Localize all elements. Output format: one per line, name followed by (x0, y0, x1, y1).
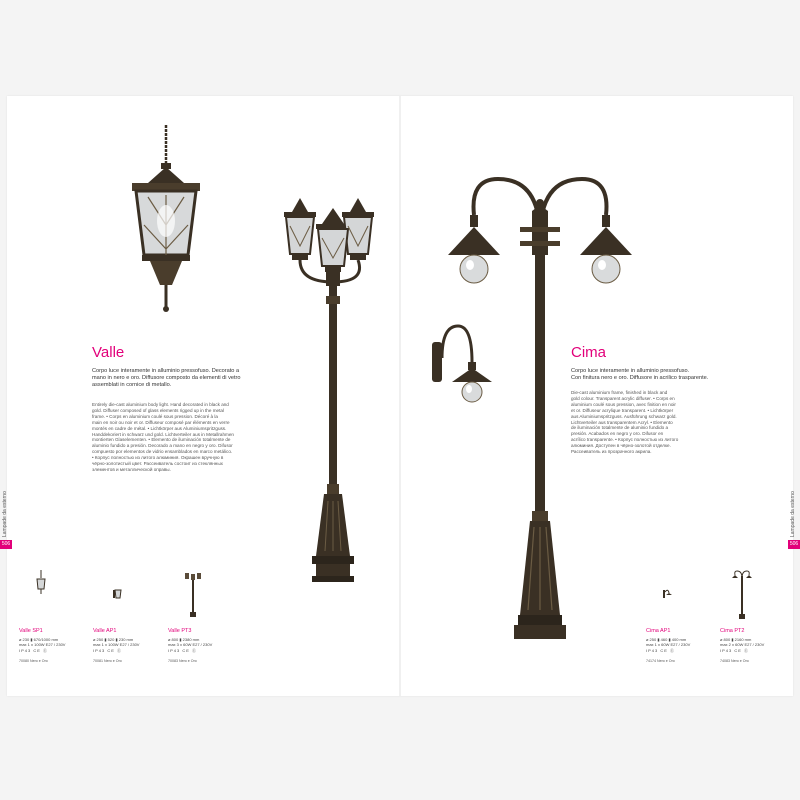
product-cert-icons: IP43 CE Ⓔ (93, 648, 123, 653)
page-number-left: 506 (1, 541, 11, 547)
product-cert-icons: IP43 CE Ⓔ (168, 648, 198, 653)
product-power: max 3 x 60W E27 / 230V (168, 642, 213, 647)
valle-multi-line: compuesto por elementos de vidrio ensamblados en marco metálico. (92, 449, 233, 455)
cima-title: Cima (571, 344, 607, 361)
valle-multi-line: montés en cadre de métal. • Lichtkörper aus Aluminiumspritzguss. (92, 425, 227, 431)
product-dimensions: ø 800 ▮ 2160 mm (720, 637, 752, 642)
page-gutter (399, 96, 401, 696)
product-power: max 1 x 60W E27 / 230V (646, 642, 691, 647)
product-spec (720, 637, 764, 647)
side-label-right: Lampade da esterno (790, 491, 796, 537)
valle-title: Valle (92, 344, 125, 361)
cima-multi-line: gold colour. Transparent acrylic diffuser. • Corps en (571, 395, 675, 401)
cima-ap1-thumb (662, 588, 672, 600)
valle-multi-line: Entirely die-cast aluminium body light. Hand decorated in black and (92, 402, 229, 407)
product-spec (168, 637, 212, 647)
product-dimensions: ø 250 ▮ 460 ▮ 400 mm (646, 637, 687, 642)
valle-intro-line: assemblati in cornice di metallo. (92, 381, 172, 388)
product-spec (19, 637, 65, 647)
product-dimensions: ø 230 ▮ 670/1000 mm (19, 637, 59, 642)
product-power: max 2 x 60W E27 / 230V (720, 642, 765, 647)
valle-multi-line: aluminio fundido a presión. Decorado a mano en negro y oro. Difusor (92, 443, 233, 449)
cima-multi-line: Рассеиватель из прозрачного акрила. (571, 449, 652, 455)
valle-multi-line: frame. • Corps en aluminium coulé sous pression. Décoré à la (92, 413, 218, 419)
valle-ap1-thumb (112, 586, 122, 602)
valle-multi-line: montierten Glaselementen. • Elemento de iluminación totalmente de (92, 437, 231, 443)
valle-sp1-thumb (36, 570, 46, 596)
product-cert-icons: IP43 CE Ⓔ (646, 648, 676, 653)
product-finish: 74174 Nero e Oro (646, 659, 675, 663)
product-power: max 1 x 100W E27 / 230V (19, 642, 66, 647)
product-name: Valle PT3 (168, 628, 192, 634)
cima-pt2-thumb (732, 570, 752, 620)
valle-multi-line: Handdekoriert in schwarz und gold. Lichtverteiler aus in Metallrahmen (92, 431, 234, 437)
valle-multi-line: элементов и металлической оправы. (92, 466, 171, 472)
product-cert-icons: IP43 CE Ⓔ (720, 648, 750, 653)
product-name: Valle AP1 (93, 628, 117, 634)
cima-multi-line: de iluminación totalmente de aluminio fundido a (571, 425, 669, 431)
product-finish: 70081 Nero e Oro (93, 659, 122, 663)
product-finish: 70083 Nero e Oro (168, 659, 197, 663)
product-dimensions: ø 800 ▮ 2380 mm (168, 637, 200, 642)
cima-multilingual (571, 390, 751, 455)
valle-intro-line: Corpo luce interamente in alluminio pressofuso. Decorato a (92, 368, 240, 374)
product-finish: 74083 Nero e Oro (720, 659, 749, 663)
side-label-left: Lampade da esterno (2, 491, 8, 537)
cima-intro (571, 368, 771, 382)
cima-multi-line: presión. Acabados en negro y oro. Difusor en (571, 431, 664, 437)
product-spec (93, 637, 139, 647)
cima-multi-line: acrílico transparente. • Корпус полностью из литого (571, 437, 679, 443)
valle-intro (92, 368, 302, 388)
cima-multi-line: aus Aluminiumspritzguss. Ausführung schwarz gold. (571, 413, 677, 419)
cima-intro-line: Corpo luce interamente in alluminio pressofuso. (571, 368, 690, 374)
cima-multi-line: et or. Diffuseur acrylique transparent. • Lichtkörper (571, 407, 674, 413)
valle-multi-line: чёрно-золотистый цвет. Рассеиватель состоит из стеклянных (92, 461, 223, 467)
product-finish: 70080 Nero e Oro (19, 659, 48, 663)
cima-multi-line: Lichtverteiler aus transparentem Acryl. • Elemento (571, 419, 673, 425)
product-cert-icons: IP43 CE Ⓔ (19, 648, 49, 653)
product-spec (646, 637, 690, 647)
product-power: max 1 x 100W E27 / 230V (93, 642, 140, 647)
cima-multi-line: aluminium coulé sous pression, avec finition en noir (571, 401, 676, 407)
cima-intro-line: Con finitura nero e oro. Diffusore in acrilico trasparente. (571, 374, 709, 381)
valle-multilingual (92, 402, 302, 473)
valle-pt3-image (278, 196, 388, 584)
valle-intro-line: mano in nero e oro. Diffusore composto da elementi di vetro (92, 374, 241, 381)
product-name: Cima AP1 (646, 628, 671, 634)
page-number-right: 506 (789, 541, 799, 547)
product-name: Valle SP1 (19, 628, 43, 634)
valle-multi-line: • Корпус полностью из литого алюминия. Окрашен вручную в (92, 455, 224, 461)
product-name: Cima PT2 (720, 628, 745, 634)
cima-multi-line: алюминия. Доступен в чёрно-золотой отделке. (571, 443, 671, 449)
valle-pt3-thumb (184, 572, 202, 618)
valle-multi-line: gold. Diffuser composed of glass elements rigged up in the metal (92, 407, 224, 413)
cima-multi-line: Die-cast aluminium frame, finished in black and (571, 390, 668, 395)
product-dimensions: ø 250 ▮ 520 ▮ 230 mm (93, 637, 134, 642)
valle-pendant-image (118, 125, 214, 315)
valle-multi-line: main en noir ou noir et or. Diffuseur composé par éléments en verre (92, 419, 230, 425)
